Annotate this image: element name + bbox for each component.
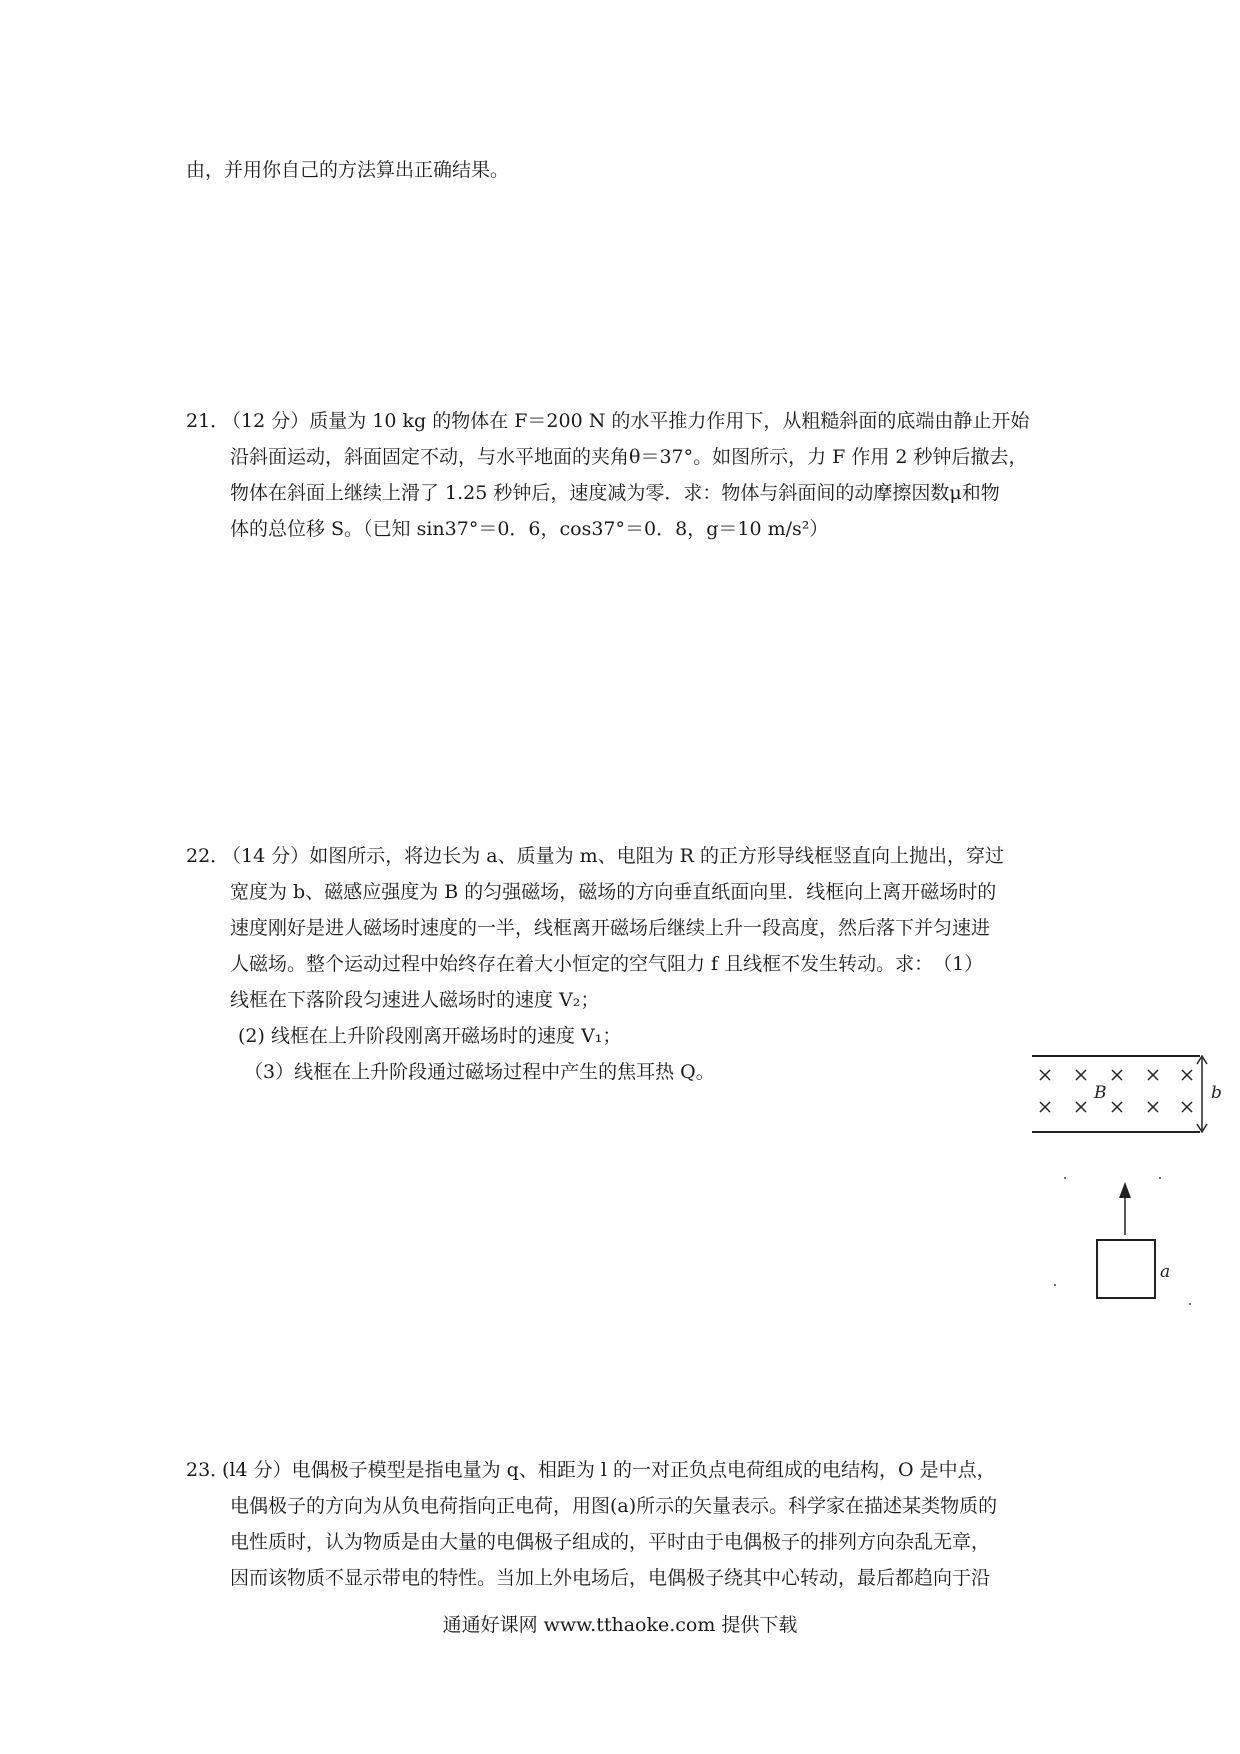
q23-line-1: (l4 分）电偶极子模型是指电量为 q、相距为 l 的一对正负点电荷组成的电结构，O 是中点， xyxy=(222,1459,996,1481)
q21-line-3: 物体在斜面上继续上滑了 1.25 秒钟后，速度减为零．求：物体与斜面间的动摩擦因数μ和物 xyxy=(230,482,1000,504)
magnetic-field-figure xyxy=(1030,1050,1222,1320)
q23-line-2: 电偶极子的方向为从负电荷指向正电荷，用图(a)所示的矢量表示。科学家在描述某类物质的 xyxy=(230,1495,998,1517)
q21-line-4: 体的总位移 S。（已知 sin37°＝0．6，cos37°＝0．8，g＝10 m/s²） xyxy=(230,518,829,540)
side-label: a xyxy=(1160,1262,1171,1282)
q22-line-2: 宽度为 b、磁感应强度为 B 的匀强磁场，磁场的方向垂直纸面向里．线框向上离开磁场时的 xyxy=(230,881,997,903)
q22-sub-3: （3）线框在上升阶段通过磁场过程中产生的焦耳热 Q。 xyxy=(244,1061,715,1083)
q21-line-2: 沿斜面运动，斜面固定不动，与水平地面的夹角θ＝37°。如图所示，力 F 作用 2 秒钟后撤去， xyxy=(230,446,1028,468)
q22-line-5: 线框在下落阶段匀速进人磁场时的速度 V₂； xyxy=(230,989,600,1011)
field-label: B xyxy=(1094,1083,1107,1103)
q21-number: 21． xyxy=(186,410,230,432)
q23-line-4: 因而该物质不显示带电的特性。当加上外电场后，电偶极子绕其中心转动，最后都趋向于沿 xyxy=(230,1567,991,1589)
field-cross-marks xyxy=(1040,1070,1192,1112)
q21-line-1: （12 分）质量为 10 kg 的物体在 F＝200 N 的水平推力作用下，从粗糙斜面的底端由静止开始 xyxy=(222,410,1030,432)
q23-number: 23． xyxy=(186,1459,230,1481)
q22-sub-2: (2) 线框在上升阶段刚离开磁场时的速度 V₁； xyxy=(238,1025,622,1047)
q22-line-1: （14 分）如图所示，将边长为 a、质量为 m、电阻为 R 的正方形导线框竖直向上抛出，穿过 xyxy=(222,845,1005,867)
page-footer: 通通好课网 www.tthaoke.com 提供下载 xyxy=(442,1614,798,1636)
wire-frame-square xyxy=(1097,1240,1155,1298)
intro-line: 由，并用你自己的方法算出正确结果。 xyxy=(186,159,510,181)
q23-line-3: 电性质时，认为物质是由大量的电偶极子组成的，平时由于电偶极子的排列方向杂乱无章， xyxy=(230,1531,991,1553)
q22-line-4: 人磁场。整个运动过程中始终存在着大小恒定的空气阻力 f 且线框不发生转动。求： （1） xyxy=(230,953,984,975)
q22-line-3: 速度刚好是进人磁场时速度的一半，线框离开磁场后继续上升一段高度，然后落下并匀速进 xyxy=(230,917,991,939)
width-label: b xyxy=(1211,1083,1222,1103)
q22-number: 22． xyxy=(186,845,230,867)
